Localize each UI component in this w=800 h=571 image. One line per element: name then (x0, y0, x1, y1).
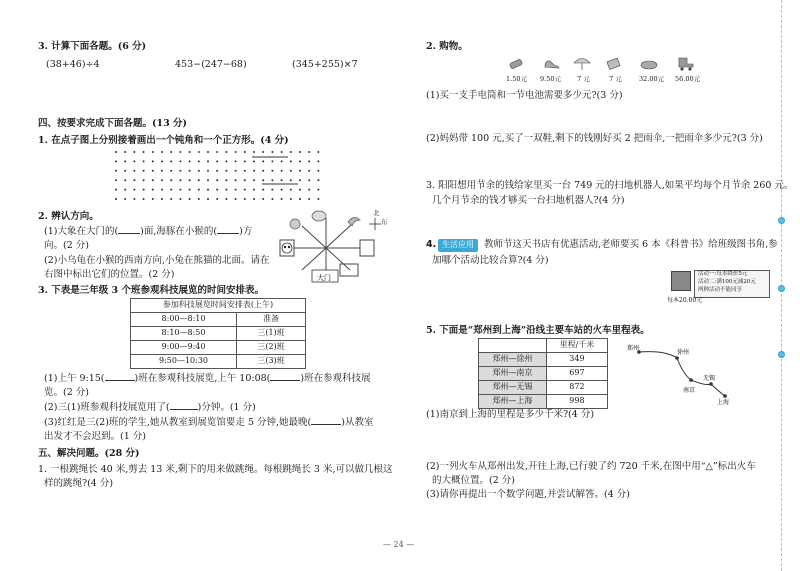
grid-dot (235, 160, 237, 162)
grid-dot (317, 151, 319, 153)
grid-dot (170, 179, 172, 181)
schedule-table (130, 298, 306, 369)
grid-dot (271, 179, 273, 181)
grid-dot (133, 198, 135, 200)
book-price: 每本20.00元 (667, 297, 703, 304)
grid-dot (161, 170, 163, 172)
grid-dot (281, 160, 283, 162)
grid-dot (244, 170, 246, 172)
grid-dot (235, 170, 237, 172)
map-label: 徐州 (677, 349, 690, 356)
monkey-icon (290, 219, 300, 229)
dot-grid[interactable] (112, 148, 327, 206)
grid-dot (235, 179, 237, 181)
grid-dot (115, 170, 117, 172)
umbrella-icon (573, 55, 591, 71)
grid-dot (290, 198, 292, 200)
grid-dot (244, 179, 246, 181)
r-q3b: 几个月节余的钱才够买一台扫地机器人?(4 分) (432, 195, 625, 206)
grid-dot (244, 198, 246, 200)
grid-dot (170, 160, 172, 162)
grid-dot (133, 189, 135, 191)
table-row: 8:10—8:50 三(1)班 (131, 327, 306, 341)
table-row: 郑州—南京 697 (479, 367, 608, 381)
grid-dot (299, 189, 301, 191)
hat-icon (640, 56, 658, 72)
grid-dot (143, 170, 145, 172)
q3-title: 3. 计算下面各题。(6 分) (38, 41, 147, 52)
life-application-tag: 生活应用 (438, 239, 478, 252)
grid-dot (161, 160, 163, 162)
grid-dot (143, 189, 145, 191)
table-row: 9:00—9:40 三(2)班 (131, 341, 306, 355)
grid-dot (198, 189, 200, 191)
grid-dot (133, 179, 135, 181)
page-number: — 24 — (383, 540, 415, 549)
grid-dot (299, 198, 301, 200)
grid-dot (281, 198, 283, 200)
grid-dot (317, 179, 319, 181)
table-row: 郑州—徐州 349 (479, 353, 608, 367)
grid-dot (179, 160, 181, 162)
section-4-title: 四、按要求完成下面各题。(13 分) (38, 118, 188, 129)
grid-dot (253, 160, 255, 162)
grid-dot (216, 179, 218, 181)
grid-dot (170, 198, 172, 200)
grid-dot (290, 160, 292, 162)
r-q5-2b: 的大概位置。(2 分) (432, 475, 515, 486)
q3-expr-3: (345+255)×7 (292, 59, 358, 70)
r-q2-1: (1)买一支手电筒和一节电池需要多少元?(3 分) (426, 90, 623, 101)
grid-dot (115, 179, 117, 181)
grid-dot (179, 151, 181, 153)
grid-dot (244, 160, 246, 162)
gate-label: 大门 (317, 274, 331, 282)
grid-dot (152, 170, 154, 172)
compass-icon (368, 217, 382, 231)
grid-dot (225, 179, 227, 181)
grid-dot (216, 189, 218, 191)
price-label: 32.00元 (639, 75, 665, 83)
q4-2-1-cont: 向。(2 分) (44, 240, 89, 251)
grid-dot (198, 179, 200, 181)
grid-dot (216, 170, 218, 172)
grid-dot (161, 189, 163, 191)
map-label: 郑州 (627, 345, 640, 352)
grid-dot (198, 170, 200, 172)
grid-dot (207, 160, 209, 162)
grid-dot (161, 179, 163, 181)
grid-dot (271, 189, 273, 191)
grid-dot (262, 151, 264, 153)
grid-dot (198, 151, 200, 153)
q4-3-title: 3. 下表是三年级 3 个班参观科技展览的时间安排表。 (38, 285, 264, 296)
grid-dot (281, 189, 283, 191)
grid-dot (225, 189, 227, 191)
grid-dot (198, 160, 200, 162)
station-dot (709, 382, 713, 386)
grid-dot (143, 179, 145, 181)
rollerskate-icon (676, 54, 696, 72)
grid-dot (225, 160, 227, 162)
grid-dot (235, 151, 237, 153)
grid-dot (143, 160, 145, 162)
grid-dot (308, 198, 310, 200)
compass-east: 东 (381, 218, 388, 226)
q4-3-1-cont: 览。(2 分) (44, 387, 89, 398)
grid-dot (207, 170, 209, 172)
station-dot (723, 394, 727, 398)
price-label: 7 元 (609, 75, 622, 83)
grid-dot (290, 189, 292, 191)
grid-dot (115, 151, 117, 153)
grid-dot (161, 198, 163, 200)
grid-dot (179, 170, 181, 172)
grid-dot (133, 160, 135, 162)
r-q5-1: (1)南京到上海的里程是多少千米?(4 分) (426, 409, 595, 420)
grid-dot (216, 160, 218, 162)
grid-dot (115, 198, 117, 200)
grid-dot (225, 151, 227, 153)
grid-dot (161, 151, 163, 153)
book-icon (671, 271, 691, 291)
grid-dot (271, 198, 273, 200)
grid-dot (216, 151, 218, 153)
promo-line-2: 活动二:满100元减20元 (698, 279, 756, 285)
q4-2-2b: 右图中标出它们的位置。(2 分) (44, 269, 175, 280)
station-dot (689, 378, 693, 382)
q4-2-1: (1)大象在大门的( )面,海豚在小猴的( )方 (44, 226, 253, 237)
grid-dot (207, 151, 209, 153)
grid-dot (124, 151, 126, 153)
q3-expr-2: 453−(247−68) (175, 59, 247, 70)
grid-dot (170, 170, 172, 172)
margin-dot (778, 217, 785, 224)
grid-dot (308, 151, 310, 153)
grid-dot (317, 170, 319, 172)
grid-dot (124, 189, 126, 191)
q4-3-1: (1)上午 9:15( )班在参观科技展览,上午 10:08( )班在参观科技展 (44, 373, 371, 384)
r-q4a: 教师节这天书店有优惠活动,老师要买 6 本《科普书》给班级图书角,参 (484, 239, 778, 250)
elephant-icon (312, 211, 326, 221)
q3-expr-1: (38+46)÷4 (46, 59, 100, 70)
q5-1a: 1. 一根跳绳长 40 米,剪去 13 米,剩下的用来做跳绳。每根跳绳长 3 米,可以做几根这 (38, 464, 393, 475)
grid-dot (299, 151, 301, 153)
grid-dot (281, 151, 283, 153)
grid-dot (308, 160, 310, 162)
grid-dot (152, 189, 154, 191)
margin-dot (778, 285, 785, 292)
railway-map[interactable] (625, 340, 735, 405)
shoe-icon (543, 56, 561, 72)
map-label: 南京 (683, 387, 696, 394)
grid-dot (299, 179, 301, 181)
grid-dot (189, 189, 191, 191)
grid-dot (179, 179, 181, 181)
grid-dot (262, 160, 264, 162)
grid-dot (207, 198, 209, 200)
grid-dot (225, 198, 227, 200)
grid-dot (115, 160, 117, 162)
grid-dot (115, 189, 117, 191)
r-q5-2a: (2)一列火车从郑州出发,开往上海,已行驶了约 720 千米,在图中用“△”标出火车 (426, 461, 756, 472)
grid-dot (299, 160, 301, 162)
grid-dot (124, 170, 126, 172)
q4-3-3: (3)红红是三(2)班的学生,她从教室到展览馆要走 5 分钟,她最晚( )从教室 (44, 417, 374, 428)
grid-dot (290, 179, 292, 181)
price-label: 1.50元 (506, 75, 527, 83)
grid-dot (253, 179, 255, 181)
grid-dot (271, 170, 273, 172)
q5-1b: 样的跳绳?(4 分) (44, 478, 114, 489)
grid-dot (253, 151, 255, 153)
grid-dot (253, 198, 255, 200)
r-q5-title: 5. 下面是“郑州到上海”沿线主要车站的火车里程表。 (426, 325, 650, 336)
grid-dot (308, 179, 310, 181)
flashlight-icon (508, 56, 526, 72)
grid-dot (179, 189, 181, 191)
r-q2-2: (2)妈妈带 100 元,买了一双鞋,剩下的钱刚好买 2 把雨伞,一把雨伞多少元?(3 分) (426, 133, 763, 144)
grid-dot (299, 170, 301, 172)
grid-dot (133, 151, 135, 153)
station-dot (675, 356, 679, 360)
dolphin-icon (348, 217, 360, 226)
grid-dot (179, 198, 181, 200)
grid-dot (152, 151, 154, 153)
grid-dot (290, 170, 292, 172)
q4-3-3-cont: 出发才不会迟到。(1 分) (44, 431, 146, 442)
battery-icon (605, 56, 623, 72)
margin-dot (778, 351, 785, 358)
q4-3-2: (2)三(1)班参观科技展览用了( )分钟。(1 分) (44, 402, 256, 413)
r-q4-number: 4. (426, 239, 437, 250)
grid-dot (244, 189, 246, 191)
section-5-title: 五、解决问题。(28 分) (38, 448, 140, 459)
map-label: 无锡 (703, 375, 716, 382)
grid-dot (189, 170, 191, 172)
grid-dot (216, 198, 218, 200)
grid-dot (124, 160, 126, 162)
grid-dot (152, 198, 154, 200)
promo-line-1: 活动一:每本降价5元 (698, 271, 748, 277)
r-q2-title: 2. 购物。 (426, 41, 468, 52)
table-title: 参加科技展览时间安排表(上午) (131, 299, 306, 313)
price-label: 7 元 (577, 75, 590, 83)
grid-dot (235, 198, 237, 200)
grid-dot (124, 179, 126, 181)
grid-dot (225, 170, 227, 172)
table-row: 8:00—8:10 准备 (131, 313, 306, 327)
grid-dot (262, 198, 264, 200)
compass-north: 北 (373, 209, 380, 217)
r-q4b: 加哪个活动比较合算?(4 分) (432, 255, 549, 266)
table-row: 郑州—上海 998 (479, 395, 608, 409)
grid-dot (189, 198, 191, 200)
grid-dot (189, 160, 191, 162)
q4-1-text: 1. 在点子图上分别接着画出一个钝角和一个正方形。(4 分) (38, 135, 289, 146)
grid-dot (317, 198, 319, 200)
grid-dot (189, 151, 191, 153)
grid-dot (152, 160, 154, 162)
grid-dot (253, 170, 255, 172)
panda-icon (282, 243, 292, 253)
grid-dot (189, 179, 191, 181)
grid-dot (143, 151, 145, 153)
q4-2-title: 2. 辨认方向。 (38, 211, 99, 222)
grid-dot (317, 160, 319, 162)
grid-dot (290, 151, 292, 153)
grid-dot (317, 189, 319, 191)
grid-dot (271, 160, 273, 162)
grid-dot (207, 179, 209, 181)
grid-dot (170, 189, 172, 191)
grid-dot (133, 170, 135, 172)
grid-dot (281, 179, 283, 181)
r-q3a: 3. 阳阳想用节余的钱给家里买一台 749 元的扫地机器人,如果平均每个月节余 260 元。 (426, 180, 794, 191)
grid-dot (281, 170, 283, 172)
grid-dot (198, 198, 200, 200)
grid-dot (262, 179, 264, 181)
promo-line-3: 两种活动不能同享 (698, 287, 743, 293)
table-row: 郑州—无锡 872 (479, 381, 608, 395)
table-row: 9:50—10:30 三(3)班 (131, 355, 306, 369)
grid-dot (235, 189, 237, 191)
price-label: 56.00元 (675, 75, 701, 83)
grid-dot (271, 151, 273, 153)
grid-dot (262, 189, 264, 191)
grid-dot (143, 198, 145, 200)
distance-header: 里程/千米 (546, 339, 607, 353)
grid-dot (262, 170, 264, 172)
price-label: 9.50元 (540, 75, 561, 83)
direction-diagram[interactable] (276, 210, 376, 285)
grid-dot (207, 189, 209, 191)
grid-dot (253, 189, 255, 191)
grid-dot (170, 151, 172, 153)
map-label: 上海 (717, 399, 730, 405)
q4-2-2a: (2)小乌龟在小猴的西南方向,小兔在熊猫的北面。请在 (44, 255, 270, 266)
grid-dot (124, 198, 126, 200)
grid-dot (308, 189, 310, 191)
grid-dot (244, 151, 246, 153)
grid-dot (308, 170, 310, 172)
distance-table (478, 338, 608, 409)
r-q5-3: (3)请你再提出一个数学问题,并尝试解答。(4 分) (426, 489, 630, 500)
grid-dot (152, 179, 154, 181)
